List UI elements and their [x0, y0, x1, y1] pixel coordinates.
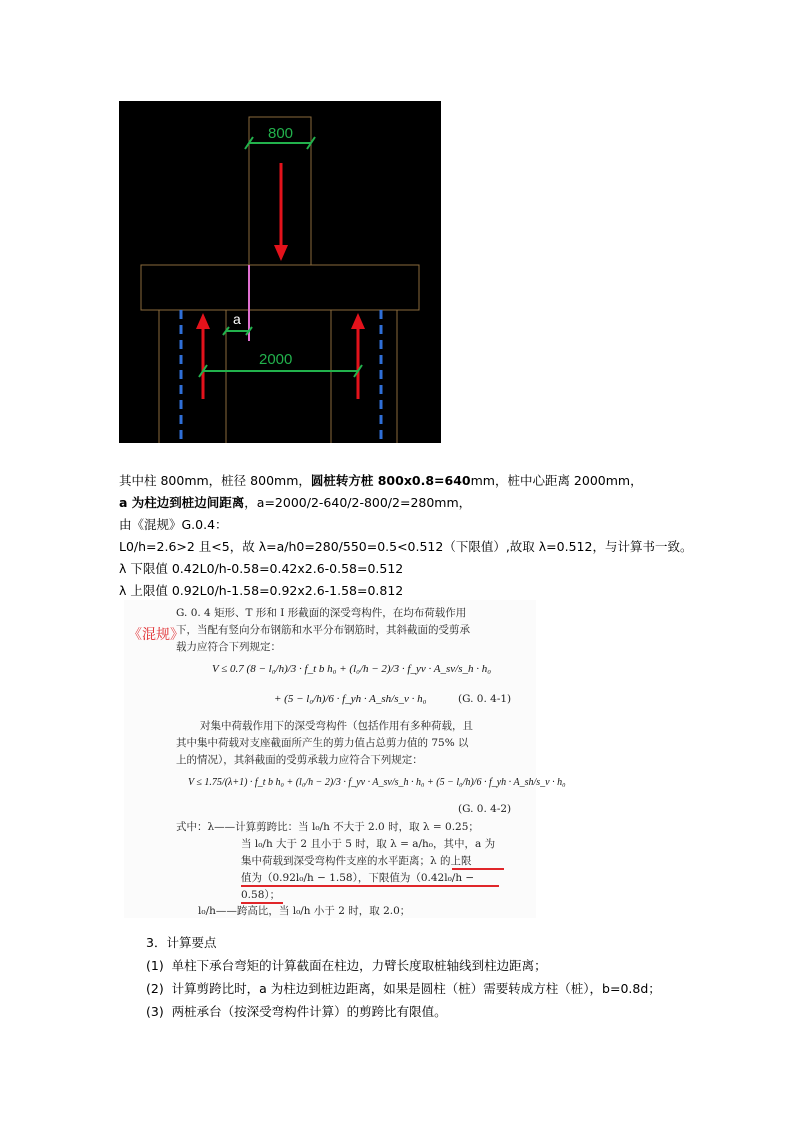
key-points [146, 931, 661, 1023]
equation-g041-part1: V ≤ 0.7 (8 − l₀/h)/3 · f_t b h₀ + (l₀/h − 2)/3 · f_yv · A_sv/s_h · h₀ [212, 663, 492, 675]
key-point-item [146, 1000, 661, 1023]
key-point-number: (1) [146, 958, 164, 973]
code-excerpt [124, 600, 566, 918]
text-line-2 [119, 494, 471, 512]
column-load-arrow-head [274, 245, 288, 261]
pile-cap-outline [141, 265, 419, 310]
key-point-text: 单柱下承台弯矩的计算截面在柱边，力臂长度取桩轴线到柱边距离； [171, 958, 547, 973]
key-point-text: 计算剪跨比时，a 为柱边到桩边距离，如果是圆柱（桩）需要转成方柱（桩），b=0.8d； [171, 981, 661, 996]
text-line-4: L0/h=2.6>2 且<5，故 λ=a/h0=280/550=0.5<0.512（下限值）,故取 λ=0.512，与计算书一致。 [119, 539, 693, 554]
highlight-underline [452, 868, 504, 870]
code-text-line: 下，当配有竖向分布钢筋和水平分布钢筋时，其斜截面的受剪承 [176, 624, 470, 636]
text-line-3: 由《混规》G.0.4： [119, 517, 228, 532]
right-reaction-arrow-head [351, 313, 365, 329]
key-point-item [146, 977, 661, 1000]
text-span: mm，桩中心距离 2000mm， [470, 473, 643, 488]
code-text-line: 0.58）； [241, 889, 281, 901]
code-text-line: 载力应符合下列规定： [176, 641, 281, 653]
cad-diagram [119, 101, 441, 443]
code-text-line: G. 0. 4 矩形、T 形和 I 形截面的深受弯构件，在均布荷载作用 [176, 607, 467, 619]
left-reaction-arrow-head [196, 313, 210, 329]
key-point-number: (2) [146, 981, 164, 996]
equation-g042: V ≤ 1.75/(λ+1) · f_t b h₀ + (l₀/h − 2)/3 · f_yv · A_sv/s_h · h₀ + (5 − l₀/h)/6 · f_yh · A_sh/s_v · h₀ [188, 777, 566, 788]
key-point-item [146, 954, 661, 977]
dimension-label-pile-spacing: 2000 [259, 351, 293, 368]
text-line-1 [119, 472, 643, 490]
code-text-line: 值为（0.92l₀/h − 1.58），下限值为（0.42l₀/h − [241, 872, 475, 884]
text-span-bold: a 为柱边到桩边间距离 [119, 495, 245, 510]
key-point-text: 两桩承台（按深受弯构件计算）的剪跨比有限值。 [171, 1004, 447, 1019]
highlight-underline [241, 885, 499, 887]
code-text-line: 其中集中荷载对支座截面所产生的剪力值占总剪力值的 75% 以 [176, 737, 469, 749]
text-span: ，a=2000/2-640/2-800/2=280mm， [244, 495, 472, 510]
code-stamp: 《混规》 [128, 627, 184, 643]
pile-cap-drawing [119, 101, 441, 443]
code-text-line: 式中：λ——计算剪跨比：当 l₀/h 不大于 2.0 时，取 λ = 0.25； [176, 821, 479, 833]
highlight-underline [241, 902, 283, 904]
code-text-line: 当 l₀/h 大于 2 且小于 5 时，取 λ = a/h₀，其中，a 为 [241, 838, 496, 850]
equation-g041-part2: + (5 − l₀/h)/6 · f_yh · A_sh/s_v · h₀ [274, 693, 427, 705]
code-text-line: l₀/h——跨高比，当 l₀/h 小于 2 时，取 2.0； [198, 905, 411, 917]
code-text-line: 上的情况），其斜截面的受剪承载力应符合下列规定： [176, 754, 423, 766]
text-line-6: λ 上限值 0.92L0/h-1.58=0.92x2.6-1.58=0.812 [119, 583, 404, 598]
equation-number: (G. 0. 4-2) [458, 803, 512, 815]
code-text-line: 集中荷载到深受弯构件支座的水平距离；λ 的上限 [241, 855, 472, 867]
key-point-number: (3) [146, 1004, 164, 1019]
text-span: 其中柱 800mm，桩径 800mm， [119, 473, 311, 488]
key-points-heading: 3．计算要点 [146, 935, 217, 950]
dimension-label-a: a [233, 311, 241, 327]
text-line-5: λ 下限值 0.42L0/h-0.58=0.42x2.6-0.58=0.512 [119, 561, 404, 576]
dimension-label-column: 800 [268, 125, 294, 142]
code-text-line: 对集中荷载作用下的深受弯构件（包括作用有多种荷载，且 [200, 720, 473, 732]
text-span-bold: 圆桩转方桩 800x0.8=640 [310, 473, 471, 488]
equation-number: (G. 0. 4-1) [458, 693, 512, 705]
